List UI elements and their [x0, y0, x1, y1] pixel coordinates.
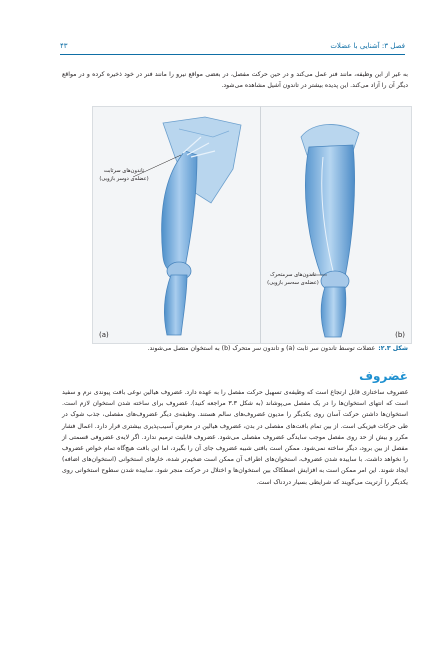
- figure-3-2: [92, 106, 412, 342]
- intro-paragraph: به غیر از این وظیفه، مانند فنر عمل می‌کند و در حین حرکت مفصل، در بعضی مواقع نیرو را مانند فنر در خود ذخیره کرده و در مواقع دیگر آن را آزاد می‌کند. این پدیده بیشتر در تاندون آشیل مشاهده می‌شود.: [62, 71, 408, 90]
- chapter-title: فصل ۳: آشنایی با عضلات: [330, 42, 405, 50]
- section-title: غضروف: [359, 369, 408, 383]
- callout-b-line1: تاندون‌های سرمتحرک: [270, 272, 316, 278]
- header-rule: [60, 54, 405, 55]
- callout-insertion-tendons: [263, 271, 323, 287]
- figure-panel-b: [260, 106, 412, 344]
- callout-a-line2: (عضله‌ی دوسر بازویی): [99, 176, 149, 182]
- panel-a-label: (a): [99, 331, 109, 339]
- caption-text: عضلات توسط تاندون سر ثابت (a) و تاندون سر متحرک (b) به استخوان متصل می‌شوند.: [147, 345, 376, 352]
- arm-illustration-a: [93, 107, 261, 343]
- callout-a-line1: تاندون‌های سرثابت: [103, 168, 145, 174]
- running-header: [60, 40, 405, 56]
- callout-origin-tendons: [95, 167, 153, 183]
- callout-b-line2: (عضله‌ی سه‌سر بازویی): [267, 280, 319, 286]
- caption-label: شکل ۲.۳:: [378, 345, 408, 352]
- arm-illustration-b: [261, 107, 411, 343]
- page-number: ۴۳: [60, 42, 68, 50]
- figure-panel-a: [92, 106, 262, 344]
- cartilage-paragraph: غضروف ساختاری قابل ارتجاع است که وظیفه‌ی تسهیل حرکت مفصل را به عهده دارد. غضروف هیالین نوعی بافت پیوندی نرم و سفید است که انتهای استخوان‌ها را در یک مفصل می‌پوشاند (به شکل ۳.۳ مراجعه کنید). غضروف برای ساخته شدن استخوان لازم است. استخوان‌ها داشتن حرکت آسان روی یکدیگر را مدیون غضروف‌های سالم هستند. وظیفه‌ی دیگر غضروف‌های مفصلی، جذب شوک در طی حرکات فیزیکی است. از بین تمام بافت‌های مفصلی در بدن، غضروف هیالین در معرض آسیب‌پذیری بیشتری قرار دارد. اعمال فشار مکرر و بیش از حد روی مفصل موجب سایدگی غضروف مفصلی می‌شود. غضروف قابلیت ترمیم ندارد. اگر لایه‌ی غضروفی قسمتی از مفصل از بین برود، دیگر ساخته نمی‌شود. ممکن است بافتی شبیه غضروف جای آن را بگیرد، اما این بافت هیچ‌گاه تمام خواص غضروف را نخواهد داشت. با ساییده شدن غضروف، استخوان‌های اطراف آن ممکن است ضخیم‌تر شده، خارهای استخوانی (استخوان‌های اضافه) ایجاد شوند. این امر ممکن است به افزایش اصطکاک بین استخوان‌ها و اختلال در حرکت منجر شود. ساییده شدن سطوح استخوانی روی یکدیگر را آرتریت می‌گویند که شرایطی بسیار دردناک است.: [62, 389, 408, 486]
- figure-caption: [62, 344, 408, 354]
- panel-b-label: (b): [395, 331, 405, 339]
